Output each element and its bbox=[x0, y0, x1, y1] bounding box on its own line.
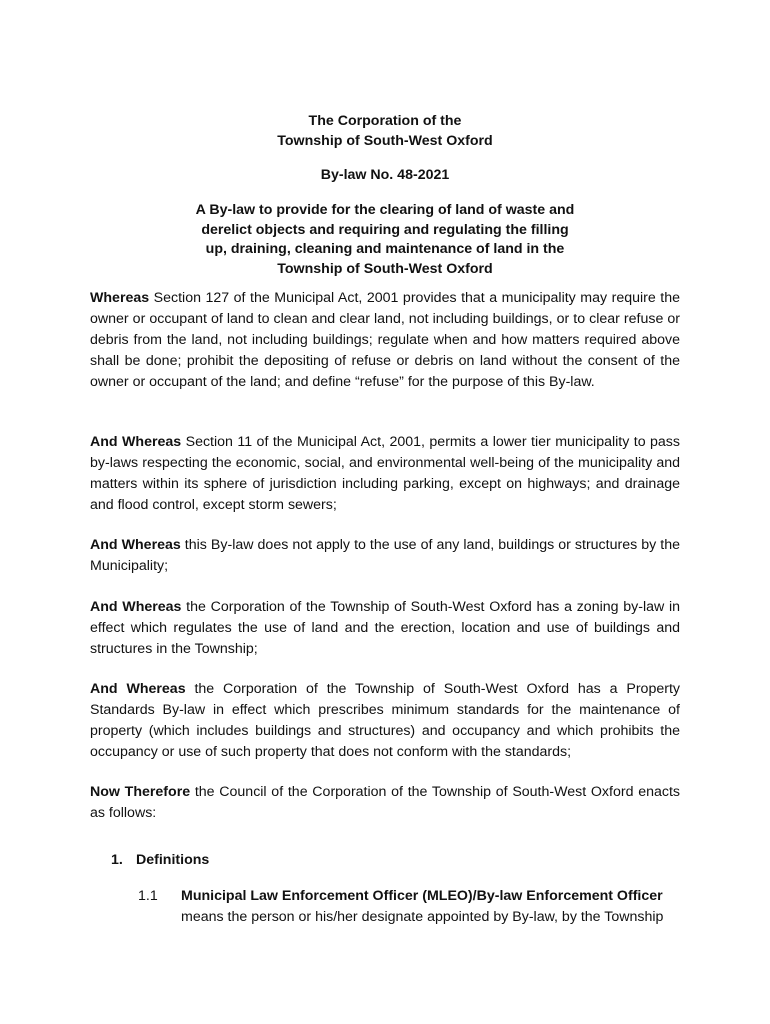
recital-paragraph bbox=[90, 432, 680, 516]
recital-text: the Corporation of the Township of South-West Oxford has a Property Standards By-law in effect which prescribes minimum standards for the maintenance of property (which includes buildings and structures) and occupancy and which prohibits the occupancy or use of such property that does not conform with the standards; bbox=[90, 681, 680, 760]
section-title: Definitions bbox=[136, 852, 210, 868]
corporation-title-line1: The Corporation of the bbox=[308, 113, 462, 129]
recital-text: the Corporation of the Township of South-West Oxford has a zoning by-law in effect which regulates the use of land and the erection, location and use of buildings and structures in the Township; bbox=[90, 599, 681, 657]
recital-text: Section 11 of the Municipal Act, 2001, permits a lower tier municipality to pass by-laws respecting the economic, social, and environmental well-being of the municipality and matters within its sphere of jurisdiction including parking, except on highways; and drainage and flood control, except storm sewers; bbox=[90, 434, 680, 513]
bylaw-number bbox=[90, 166, 680, 186]
recital-lead: And Whereas bbox=[90, 599, 182, 615]
definition-term: Municipal Law Enforcement Officer (MLEO)/By-law Enforcement Officer bbox=[181, 888, 663, 904]
enacting-text: the Council of the Corporation of the Township of South-West Oxford enacts as follows: bbox=[90, 784, 680, 821]
enacting-clause bbox=[90, 782, 680, 824]
bylaw-subject-line1: A By-law to provide for the clearing of land of waste and bbox=[195, 202, 575, 218]
recital-lead: And Whereas bbox=[90, 434, 182, 450]
definition-text: means the person or his/her designate appointed by By-law, by the Township bbox=[181, 909, 664, 925]
document-header bbox=[90, 112, 680, 151]
recital-text: this By-law does not apply to the use of any land, buildings or structures by the Municipality; bbox=[90, 537, 680, 574]
section-number: 1. bbox=[111, 852, 123, 868]
recital-paragraph bbox=[90, 535, 680, 577]
recital-paragraph bbox=[90, 597, 680, 660]
bylaw-subject bbox=[90, 201, 680, 279]
bylaw-number-text: By-law No. 48-2021 bbox=[320, 167, 450, 183]
definition-number: 1.1 bbox=[138, 888, 158, 904]
recital-text: Section 127 of the Municipal Act, 2001 provides that a municipality may require the owner or occupant of land to clean and clear land, not including buildings, or to clear refuse or debris from the land, not including buildings; regulate when and how matters required above shall be done; prohibit the depositing of refuse or debris on land without the consent of the owner or occupant of the land; and define “refuse” for the purpose of this By-law. bbox=[90, 290, 680, 390]
definition-item bbox=[181, 886, 680, 928]
bylaw-subject-line3: up, draining, cleaning and maintenance of land in the bbox=[205, 241, 565, 257]
recital-lead: Whereas bbox=[90, 290, 150, 306]
corporation-title-line2: Township of South-West Oxford bbox=[277, 132, 493, 149]
bylaw-subject-line4: Township of South-West Oxford bbox=[277, 260, 493, 277]
bylaw-subject-line2: derelict objects and requiring and regulating the filling bbox=[201, 221, 569, 238]
section-heading-definitions bbox=[111, 850, 209, 870]
recital-paragraph bbox=[90, 288, 680, 393]
recital-lead: And Whereas bbox=[90, 537, 181, 553]
enacting-lead: Now Therefore bbox=[90, 784, 191, 800]
recital-lead: And Whereas bbox=[90, 681, 186, 697]
recital-paragraph bbox=[90, 679, 680, 763]
